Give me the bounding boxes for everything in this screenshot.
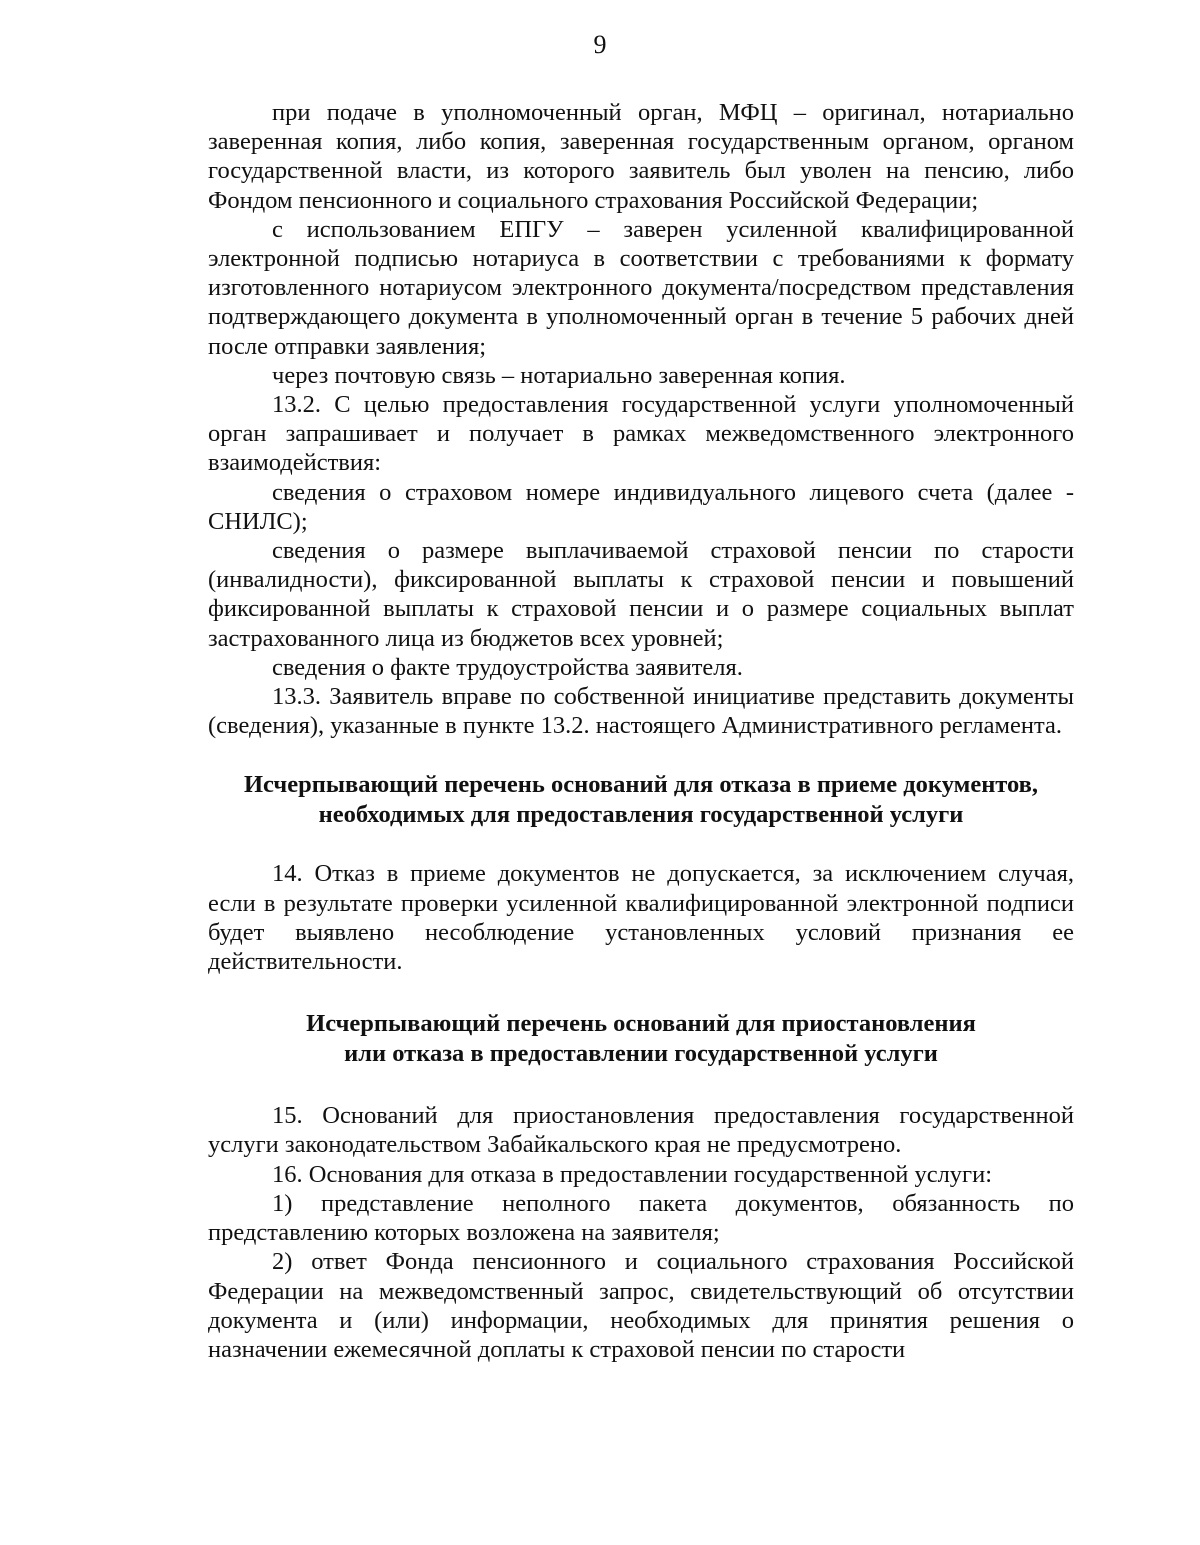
paragraph-16-item-2: 2) ответ Фонда пенсионного и социального страхования Российской Федерации на межведомственный запрос, свидетельствующий об отсутствии документа и (или) информации, необходимых для принятия решения о назначении ежемесячной доплаты к страховой пенсии по старости <box>208 1248 1074 1363</box>
paragraph-14: 14. Отказ в приеме документов не допускается, за исключением случая, если в результате проверки усиленной квалифицированной электронной подписи будет выявлено несоблюдение установленных условий признания ее действительности. <box>208 860 1074 976</box>
section-heading-line: Исчерпывающий перечень оснований для отказа в приеме документов, <box>243 771 1039 799</box>
paragraph-16: 16. Основания для отказа в предоставлении государственной услуги: <box>272 1160 993 1188</box>
paragraph-snils: сведения о страховом номере индивидуального лицевого счета (далее - СНИЛС); <box>208 478 1074 535</box>
section-heading-line: Исчерпывающий перечень оснований для приостановления <box>306 1010 976 1038</box>
page-number: 9 <box>593 30 607 59</box>
section-heading-line: необходимых для предоставления государственной услуги <box>318 800 964 828</box>
section-heading-suspension-refusal <box>208 1009 1074 1068</box>
paragraph-employment: сведения о факте трудоустройства заявителя. <box>272 653 743 681</box>
paragraph-13-3: 13.3. Заявитель вправе по собственной инициативе представить документы (сведения), указанные в пункте 13.2. настоящего Административного регламента. <box>208 683 1074 740</box>
paragraph-epgu-submission: с использованием ЕПГУ – заверен усиленной квалифицированной электронной подписью нотариуса в соответствии с требованиями к формату изготовленного нотариусом электронного документа/посредством представления подтверждающего документа в уполномоченный орган в течение 5 рабочих дней после отправки заявления; <box>208 215 1074 360</box>
paragraph-16-item-1: 1) представление неполного пакета документов, обязанность по представлению которых возложена на заявителя; <box>208 1189 1074 1247</box>
section-heading-line: или отказа в предоставлении государственной услуги <box>344 1039 938 1067</box>
section-heading-refusal-acceptance <box>208 770 1074 829</box>
paragraph-postal-submission: через почтовую связь – нотариально заверенная копия. <box>272 361 846 389</box>
paragraph-13-2: 13.2. С целью предоставления государственной услуги уполномоченный орган запрашивает и получает в рамках межведомственного электронного взаимодействия: <box>208 391 1074 477</box>
paragraph-15: 15. Оснований для приостановления предоставления государственной услуги законодательством Забайкальского края не предусмотрено. <box>208 1102 1074 1159</box>
paragraph-pension-info: сведения о размере выплачиваемой страховой пенсии по старости (инвалидности), фиксированной выплаты к страховой пенсии и повышений фиксированной выплаты к страховой пенсии и о размере социальных выплат застрахованного лица из бюджетов всех уровней; <box>208 537 1074 652</box>
document-body <box>208 98 1074 1364</box>
paragraph-mfc-submission: при подаче в уполномоченный орган, МФЦ – оригинал, нотариально заверенная копия, либо копия, заверенная государственным органом, органом государственной власти, из которого заявитель был уволен на пенсию, либо Фондом пенсионного и социального страхования Российской Федерации; <box>208 99 1074 214</box>
